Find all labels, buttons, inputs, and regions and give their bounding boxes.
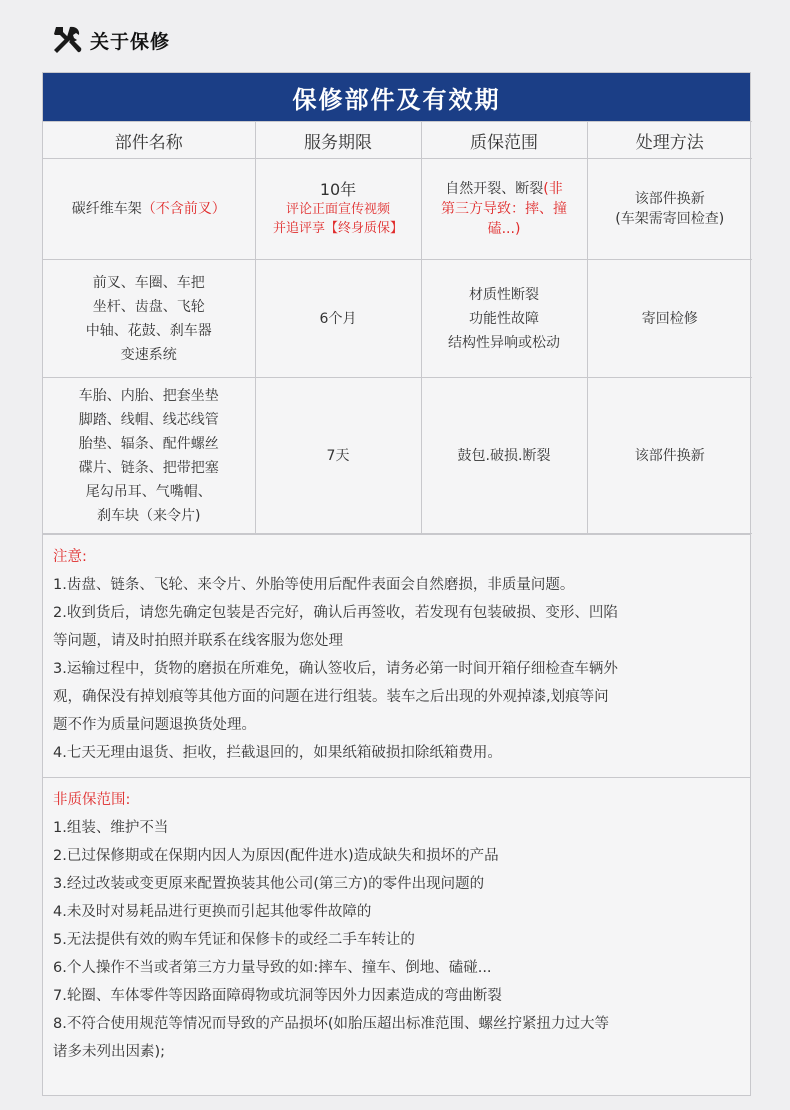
non-warranty-line: 1.组装、维护不当 xyxy=(53,820,169,836)
part-line: 刹车块（来令片) xyxy=(97,507,201,524)
notes-title: 注意: xyxy=(53,549,87,565)
non-warranty-line: 6.个人操作不当或者第三方力量导致的如:摔车、撞车、倒地、磕碰... xyxy=(53,960,492,976)
method-note: (车架需寄回检查) xyxy=(615,211,725,227)
note-line: 2.收到货后，请您先确定包装是否完好，确认后再签收，若发现有包装破损、变形、凹陷 xyxy=(53,605,618,621)
scope-text: 自然开裂、断裂 xyxy=(445,181,544,197)
note-line: 题不作为质量问题退换货处理。 xyxy=(53,717,256,733)
warranty-panel xyxy=(42,72,751,1096)
table-row xyxy=(43,260,752,378)
part-name: 碳纤维车架 xyxy=(71,201,142,217)
method-cell: 该部件换新 xyxy=(587,378,752,534)
part-line: 脚踏、线帽、线芯线管 xyxy=(78,411,219,428)
table-row xyxy=(43,159,752,260)
scope-note: 第三方导致：摔、撞 xyxy=(441,201,567,217)
column-header: 质保范围 xyxy=(421,122,587,159)
non-warranty-line: 8.不符合使用规范等情况而导致的产品损坏(如胎压超出标准范围、螺丝拧紧扭力过大等 xyxy=(53,1016,609,1032)
non-warranty-line: 3.经过改装或变更原来配置换装其他公司(第三方)的零件出现问题的 xyxy=(53,876,485,892)
table-header-row xyxy=(43,122,752,159)
scope-cell xyxy=(421,159,587,260)
non-warranty-line: 诸多未列出因素); xyxy=(53,1044,166,1060)
scope-cell: 鼓包.破损.断裂 xyxy=(421,378,587,534)
column-header: 处理方法 xyxy=(587,122,752,159)
note-line: 等问题，请及时拍照并联系在线客服为您处理 xyxy=(53,633,343,649)
column-header: 部件名称 xyxy=(43,122,255,159)
scope-note: (非 xyxy=(543,181,563,197)
part-line: 尾勾吊耳、气嘴帽、 xyxy=(85,483,212,500)
part-line: 车胎、内胎、把套坐垫 xyxy=(78,387,219,404)
note-line: 3.运输过程中，货物的磨损在所难免，确认签收后，请务必第一时间开箱仔细检查车辆外 xyxy=(53,661,618,677)
part-line: 中轴、花鼓、刹车器 xyxy=(85,322,212,339)
non-warranty-section xyxy=(43,777,750,1076)
period-value: 10年 xyxy=(319,180,357,199)
method-cell xyxy=(587,159,752,260)
non-warranty-line: 7.轮圈、车体零件等因路面障碍物或坑洞等因外力因素造成的弯曲断裂 xyxy=(53,988,502,1004)
scope-note: 磕...) xyxy=(487,221,521,237)
period-cell: 6个月 xyxy=(255,260,421,378)
non-warranty-line: 5.无法提供有效的购车凭证和保修卡的或经二手车转让的 xyxy=(53,932,415,948)
method-cell: 寄回检修 xyxy=(587,260,752,378)
part-line: 前叉、车圈、车把 xyxy=(92,274,205,291)
note-line: 4.七天无理由退货、拒收，拦截退回的，如果纸箱破损扣除纸箱费用。 xyxy=(53,745,502,761)
table-row xyxy=(43,378,752,534)
part-note: （不含前叉） xyxy=(141,201,226,217)
column-header: 服务期限 xyxy=(255,122,421,159)
warranty-table xyxy=(43,121,752,534)
part-line: 变速系统 xyxy=(120,346,177,363)
period-note: 评论正面宣传视频 xyxy=(285,202,390,217)
non-warranty-title: 非质保范围: xyxy=(53,792,131,808)
note-line: 观，确保没有掉划痕等其他方面的问题在进行组装。装车之后出现的外观掉漆,划痕等问 xyxy=(53,689,609,705)
tools-icon xyxy=(50,23,84,57)
section-header xyxy=(50,20,170,60)
part-line: 胎垫、辐条、配件螺丝 xyxy=(78,435,219,452)
scope-line: 材质性断裂 xyxy=(469,286,539,303)
scope-cell xyxy=(421,260,587,378)
note-line: 1.齿盘、链条、飞轮、来令片、外胎等使用后配件表面会自然磨损，非质量问题。 xyxy=(53,577,575,593)
period-cell: 7天 xyxy=(255,378,421,534)
section-title: 关于保修 xyxy=(90,30,171,53)
notes-section xyxy=(43,534,750,777)
period-cell xyxy=(255,159,421,260)
method-text: 该部件换新 xyxy=(634,191,705,207)
part-line: 碟片、链条、把带把塞 xyxy=(78,459,219,476)
period-note: 并追评享【终身质保】 xyxy=(272,221,403,236)
banner-title: 保修部件及有效期 xyxy=(43,73,750,121)
scope-line: 功能性故障 xyxy=(469,310,539,327)
part-cell xyxy=(43,260,255,378)
part-cell xyxy=(43,378,255,534)
non-warranty-line: 2.已过保修期或在保期内因人为原因(配件进水)造成缺失和损坏的产品 xyxy=(53,848,499,864)
non-warranty-line: 4.未及时对易耗品进行更换而引起其他零件故障的 xyxy=(53,904,372,920)
scope-line: 结构性异响或松动 xyxy=(448,334,560,351)
part-line: 坐杆、齿盘、飞轮 xyxy=(92,298,205,315)
part-cell xyxy=(43,159,255,260)
